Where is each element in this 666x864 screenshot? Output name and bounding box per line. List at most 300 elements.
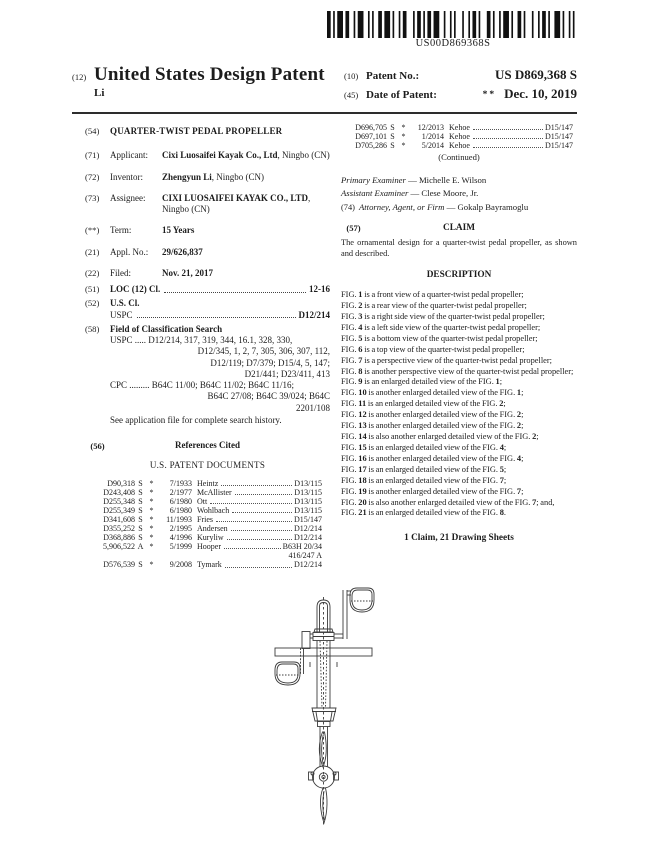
field-tag: (21)	[85, 246, 100, 257]
figure-ref-number: 5	[499, 464, 504, 474]
figure-label: FIG.	[341, 311, 357, 321]
field-value-bold: Zhengyun Li	[162, 171, 212, 182]
citation-name: Heintz	[197, 478, 219, 488]
citation-star: *	[149, 542, 154, 552]
figure-label: FIG.	[341, 508, 357, 518]
citation-star: *	[149, 487, 154, 497]
citation-number: D255,348	[103, 496, 135, 506]
classification-line: CPC ......... B64C 11/00; B64C 11/02; B64C 11/16;	[110, 380, 295, 390]
citation-name: McAllister	[197, 487, 232, 497]
figure-text-end: ;	[521, 421, 524, 431]
citation-number: D705,286	[355, 141, 387, 151]
bib-field-row	[85, 193, 330, 216]
barcode	[325, 11, 581, 38]
citation-name: Andersen	[197, 524, 228, 534]
citation-kind: S	[138, 533, 143, 543]
patent-no-label: Patent No.:	[366, 70, 420, 82]
citation-kind: S	[138, 487, 143, 497]
title-tag: (54)	[85, 126, 100, 136]
figure-ref-number: 7	[532, 497, 537, 507]
figure-number: 9	[358, 377, 363, 387]
citation-class: D12/214	[294, 524, 322, 534]
classification-line: USPC ..... D12/214, 317, 319, 344, 16.1, 328, 330,	[110, 335, 293, 345]
figure-text-end: ; and,	[536, 497, 555, 507]
field-value	[162, 150, 330, 161]
figure-description-line	[341, 301, 577, 312]
bib-field-row	[85, 172, 330, 183]
citation-row	[91, 515, 322, 524]
citation-date: 6/1980	[169, 496, 192, 506]
figure-text: is an enlarged detailed view of the FIG.	[364, 377, 494, 387]
figure-label: FIG.	[341, 464, 357, 474]
figure-number: 17	[358, 464, 367, 474]
figure-text: is another enlarged detailed view of the FIG.	[368, 486, 516, 496]
field-value	[162, 193, 330, 216]
field-label: Applicant:	[110, 150, 148, 161]
field-of-search	[85, 324, 330, 426]
dash: —	[410, 188, 420, 199]
classification-line: D21/441; D23/411, 413	[244, 368, 330, 379]
citation-table-right	[341, 123, 577, 150]
citation-number: D90,318	[107, 478, 135, 488]
citation-number: D576,539	[103, 560, 135, 570]
dot-leader	[224, 542, 281, 549]
figure-number: 15	[358, 442, 367, 452]
date-label: Date of Patent:	[366, 89, 437, 101]
citation-class: D12/214	[294, 533, 322, 543]
bib-fields	[85, 150, 330, 279]
references-heading: References Cited	[174, 440, 241, 450]
dash: —	[446, 202, 456, 213]
dot-leader	[231, 524, 292, 531]
figure-ref-number: 1	[516, 388, 522, 398]
uspc-search-lines	[110, 335, 330, 380]
citation-star: *	[401, 132, 406, 142]
figure-description-line	[341, 454, 577, 465]
figure-text-end: ;	[521, 453, 524, 463]
loc-tag: (51)	[85, 284, 100, 294]
term-extension-stars: **	[482, 90, 497, 100]
bib-field-row	[85, 225, 330, 236]
field-tag: (72)	[85, 171, 100, 182]
citation-name: Kuryliw	[197, 533, 224, 543]
citation-row	[91, 533, 322, 542]
claim-heading-row	[341, 222, 577, 234]
citation-date: 7/1933	[169, 478, 192, 488]
figure-ref-number: 2	[516, 421, 522, 431]
citation-name: Kehoe	[449, 132, 470, 142]
search-tag: (58)	[85, 323, 100, 334]
field-value	[162, 172, 330, 183]
citation-kind: S	[138, 514, 143, 524]
figure-number: 21	[358, 508, 367, 518]
field-value	[162, 225, 330, 236]
invention-title-row	[85, 126, 330, 137]
dot-leader	[227, 533, 292, 540]
figure-text: is a top view of the quarter-twist pedal propeller;	[364, 344, 525, 354]
field-value-bold: Cixi Luosaifei Kayak Co., Ltd	[162, 150, 278, 161]
figure-ref-number: 1	[495, 377, 500, 387]
figure-number: 14	[358, 432, 367, 442]
citation-star: *	[149, 514, 154, 524]
examiner-name: Clese Moore, Jr.	[421, 188, 479, 199]
citation-kind: S	[138, 524, 143, 534]
figure-ref-number: 8	[499, 508, 504, 518]
citation-date: 9/2008	[169, 560, 192, 570]
document-type-title: United States Design Patent	[94, 64, 325, 85]
citation-star: *	[401, 141, 406, 151]
citation-row	[91, 506, 322, 515]
figure-ref-number: 7	[516, 486, 522, 496]
cpc-search-lines	[110, 380, 330, 414]
figure-label: FIG.	[341, 333, 357, 343]
citation-star: *	[149, 560, 154, 570]
examiner-name: Michelle E. Wilson	[418, 174, 487, 185]
uspc-label: USPC	[110, 309, 133, 320]
figure-descriptions	[341, 290, 577, 519]
citation-name: Hooper	[197, 542, 221, 552]
citation-star: *	[149, 524, 154, 534]
figure-ref-number: 2	[516, 410, 522, 420]
continued-note: (Continued)	[438, 152, 480, 163]
figure-text-end: ;	[503, 475, 507, 485]
claim-tag: (57)	[346, 223, 361, 234]
citation-class: D13/115	[294, 496, 322, 506]
examiner-line	[341, 188, 577, 199]
figure-label: FIG.	[341, 355, 357, 365]
citation-number: D255,349	[103, 505, 135, 515]
figure-number: 5	[358, 333, 363, 343]
citation-class: D15/147	[294, 514, 322, 524]
citation-number: D341,608	[103, 514, 135, 524]
citation-class: D15/147	[545, 123, 573, 132]
claims-sheets-summary: 1 Claim, 21 Drawing Sheets	[404, 533, 514, 544]
figure-description-line	[341, 323, 577, 334]
citation-name: Fries	[197, 514, 213, 524]
field-tag: (**)	[85, 225, 100, 236]
attorney-line	[341, 202, 577, 214]
citation-star: *	[401, 123, 406, 132]
citation-row	[91, 560, 322, 569]
field-label: Term:	[110, 225, 132, 236]
figure-label: FIG.	[341, 442, 357, 452]
figure-number: 13	[358, 421, 367, 431]
figure-description-line	[341, 290, 577, 301]
attorney-name: Gokalp Bayramoglu	[457, 202, 529, 213]
figure-label: FIG.	[341, 290, 357, 300]
dot-leader	[137, 310, 296, 319]
citation-date: 2/1977	[169, 487, 192, 497]
citation-kind: S	[138, 505, 143, 515]
us-patent-documents-heading: U.S. PATENT DOCUMENTS	[149, 460, 266, 471]
figure-number: 1	[358, 290, 363, 300]
figure-label: FIG.	[341, 486, 357, 496]
figure-text: is an enlarged detailed view of the FIG.	[368, 508, 498, 518]
citation-star: *	[149, 478, 154, 488]
citation-name: Kehoe	[449, 123, 470, 132]
field-label: Assignee:	[110, 192, 146, 203]
patent-drawing	[150, 575, 510, 864]
figure-text-end: ;	[521, 410, 524, 420]
citation-row	[91, 524, 322, 533]
figure-description-line	[341, 443, 577, 454]
loc-label: LOC (12) Cl.	[110, 284, 161, 294]
citation-star: *	[149, 533, 154, 543]
attorney-tag: (74)	[341, 203, 355, 213]
figure-number: 4	[358, 322, 363, 332]
citation-date: 2/1995	[169, 524, 192, 534]
citation-date: 11/1993	[166, 514, 192, 524]
attorney-label: Attorney, Agent, or Firm	[358, 202, 445, 213]
figure-number: 12	[358, 410, 367, 420]
figure-text: is another perspective view of the quarter-twist pedal propeller;	[364, 366, 574, 376]
figure-ref-number: 2	[499, 399, 504, 409]
figure-text-end: .	[503, 508, 506, 518]
left-column	[85, 119, 330, 570]
inventor-surname: Li	[94, 87, 105, 99]
description-heading-row	[341, 269, 577, 281]
bib-field-row	[85, 268, 330, 279]
figure-description-line	[341, 465, 577, 476]
dot-leader	[221, 479, 292, 486]
citation-row	[91, 479, 322, 488]
figure-label: FIG.	[341, 366, 357, 376]
citation-number: D243,408	[103, 487, 135, 497]
citation-date: 5/2014	[421, 141, 444, 151]
field-label: Inventor:	[110, 171, 143, 182]
figure-number: 6	[358, 344, 363, 354]
figure-text: is also another enlarged detailed view of the FIG.	[368, 432, 531, 442]
date-tag: (45)	[344, 90, 359, 100]
header-right	[344, 64, 577, 105]
figure-text-end: ;	[499, 377, 503, 387]
citation-class: D12/214	[294, 560, 322, 570]
figure-number: 10	[358, 388, 367, 398]
field-value-rest: , Ningbo (CN)	[162, 192, 311, 214]
dot-leader	[473, 123, 543, 130]
dash: —	[408, 174, 417, 185]
citation-kind: S	[138, 496, 143, 506]
figure-text-end: ;	[503, 464, 507, 474]
dot-leader	[473, 132, 543, 139]
field-value-bold: Nov. 21, 2017	[162, 267, 214, 278]
classification-line: 2201/108	[295, 402, 330, 413]
classification-line: D12/345, 1, 2, 7, 305, 306, 307, 112,	[197, 346, 330, 357]
figure-ref-number: 4	[499, 442, 504, 452]
citation-kind: S	[390, 141, 395, 151]
uscl-tag: (52)	[85, 298, 100, 309]
citation-number: D368,886	[103, 533, 135, 543]
citation-class: D13/115	[294, 505, 322, 515]
figure-text: is a right side view of the quarter-twist pedal propeller;	[364, 311, 545, 321]
bib-field-row	[85, 247, 330, 258]
field-value-bold: 15 Years	[162, 225, 195, 236]
examiner-label: Primary Examiner	[341, 174, 406, 185]
figure-description-line	[341, 356, 577, 367]
figure-text-end: ;	[521, 388, 524, 398]
header-left	[72, 64, 344, 105]
dot-leader	[210, 497, 292, 504]
figure-text: is another enlarged detailed view of the FIG.	[368, 410, 516, 420]
bib-field-row	[85, 150, 330, 161]
figure-description-line	[341, 334, 577, 345]
figure-text: is another enlarged detailed view of the FIG.	[368, 453, 516, 463]
citation-name: Wohlbach	[197, 505, 230, 515]
figure-text: is a bottom view of the quarter-twist pedal propeller;	[364, 333, 538, 343]
figure-number: 18	[358, 475, 367, 485]
citation-row	[91, 497, 322, 506]
figure-text: is an enlarged detailed view of the FIG.	[368, 475, 498, 485]
figure-description-line	[341, 410, 577, 421]
figure-text: is another enlarged detailed view of the FIG.	[368, 388, 516, 398]
figure-label: FIG.	[341, 322, 357, 332]
us-class-row	[85, 298, 330, 321]
dot-leader	[216, 515, 292, 522]
figure-label: FIG.	[341, 421, 357, 431]
header-divider	[72, 112, 577, 114]
citation-kind: S	[138, 560, 143, 570]
citation-kind: S	[390, 123, 395, 132]
figure-description-line	[341, 345, 577, 356]
figure-text: is also another enlarged detailed view of the FIG.	[368, 497, 531, 507]
citation-row	[91, 542, 322, 560]
figure-ref-number: 7	[499, 475, 504, 485]
figure-description-line	[341, 421, 577, 432]
field-tag: (73)	[85, 192, 100, 203]
references-heading-row	[85, 440, 330, 451]
figure-text: is a perspective view of the quarter-twist pedal propeller;	[364, 355, 552, 365]
dot-leader	[225, 560, 292, 567]
figure-description-line	[341, 388, 577, 399]
figure-text: is another enlarged detailed view of the FIG.	[368, 421, 516, 431]
figure-description-line	[341, 377, 577, 388]
field-value-rest: , Ningbo (CN)	[211, 171, 265, 182]
citation-date: 5/1999	[169, 542, 192, 552]
citation-class: D13/115	[294, 478, 322, 488]
figure-text-end: ;	[536, 432, 539, 442]
citation-name: Ott	[197, 496, 208, 506]
citation-table-left	[85, 479, 330, 570]
figure-ref-number: 2	[532, 432, 537, 442]
figure-text-end: ;	[503, 442, 507, 452]
citation-date: 12/2013	[417, 123, 444, 132]
citation-kind: S	[138, 478, 143, 488]
figure-description-line	[341, 399, 577, 410]
figure-label: FIG.	[341, 300, 357, 310]
figure-text: is an enlarged detailed view of the FIG.	[368, 442, 498, 452]
loc-class-row	[85, 284, 330, 295]
uspc-value: D12/214	[298, 309, 330, 320]
figure-label: FIG.	[341, 410, 357, 420]
figure-label: FIG.	[341, 432, 357, 442]
figure-description-line	[341, 508, 577, 519]
citation-row	[343, 123, 573, 132]
figure-number: 7	[358, 355, 363, 365]
patent-number: US D869,368 S	[495, 67, 577, 82]
figure-text: is a rear view of the quarter-twist pedal propeller;	[364, 300, 527, 310]
figure-description-line	[341, 312, 577, 323]
citation-row	[343, 141, 573, 150]
citation-class-extra: 416/247 A	[288, 551, 322, 561]
search-note: See application file for complete search history.	[110, 414, 282, 425]
kind-code-tag: (12)	[72, 72, 87, 82]
field-value-rest: , Ningbo (CN)	[277, 150, 330, 161]
citation-date: 4/1996	[169, 533, 192, 543]
figure-label: FIG.	[341, 497, 357, 507]
header	[72, 64, 577, 105]
examiner-label: Assistant Examiner	[341, 188, 409, 199]
figure-text-end: ;	[503, 399, 506, 409]
patent-date: Dec. 10, 2019	[504, 86, 577, 101]
citation-class: B63H 20/34	[282, 542, 322, 552]
barcode-number: US00D869368S	[415, 38, 491, 49]
dot-leader	[164, 284, 306, 293]
figure-description-line	[341, 498, 577, 509]
figure-number: 2	[358, 300, 363, 310]
citation-row	[343, 132, 573, 141]
field-tag: (71)	[85, 150, 100, 161]
citation-class: D13/115	[294, 487, 322, 497]
invention-title: QUARTER-TWIST PEDAL PROPELLER	[110, 126, 283, 136]
citation-star: *	[149, 496, 154, 506]
figure-description-line	[341, 367, 577, 378]
figure-ref-number: 4	[516, 453, 522, 463]
citation-kind: S	[390, 132, 395, 142]
examiner-line	[341, 175, 577, 186]
figure-number: 8	[358, 366, 363, 376]
figure-text-end: ;	[521, 486, 524, 496]
figure-number: 3	[358, 311, 363, 321]
figure-number: 19	[358, 486, 367, 496]
patent-no-tag: (10)	[344, 71, 359, 81]
examiners	[341, 175, 577, 200]
figure-description-line	[341, 432, 577, 443]
citation-number: 5,906,522	[103, 542, 135, 552]
classification-line: D12/119; D7/379; D15/4, 5, 147;	[210, 357, 330, 368]
figure-label: FIG.	[341, 344, 357, 354]
figure-number: 11	[358, 399, 367, 409]
classification-line: B64C 27/08; B64C 39/024; B64C	[207, 391, 330, 402]
loc-value: 12-16	[309, 284, 330, 294]
citation-number: D697,101	[355, 132, 387, 142]
claim-heading: CLAIM	[442, 223, 476, 234]
citation-date: 6/1980	[169, 505, 192, 515]
figure-text: is an enlarged detailed view of the FIG.	[367, 399, 498, 409]
citation-number: D355,252	[103, 524, 135, 534]
citation-number: D696,705	[355, 123, 387, 132]
field-value-bold: 29/626,837	[162, 246, 203, 257]
figure-label: FIG.	[341, 388, 357, 398]
citation-star: *	[149, 505, 154, 515]
citation-row	[91, 488, 322, 497]
citation-name: Tymark	[197, 560, 222, 570]
field-value	[162, 268, 330, 279]
figure-text: is an enlarged detailed view of the FIG.	[368, 464, 498, 474]
references-tag: (56)	[90, 441, 105, 451]
patent-date-value	[483, 86, 577, 102]
uscl-label: U.S. Cl.	[110, 298, 140, 309]
figure-label: FIG.	[341, 399, 357, 409]
description-heading: DESCRIPTION	[426, 269, 492, 280]
barcode-block	[325, 11, 581, 49]
citation-class: D15/147	[545, 141, 573, 151]
citation-name: Kehoe	[449, 141, 470, 151]
figure-label: FIG.	[341, 475, 357, 485]
right-column	[341, 119, 577, 544]
dot-leader	[232, 506, 292, 513]
figure-label: FIG.	[341, 453, 357, 463]
search-label: Field of Classification Search	[110, 323, 223, 334]
